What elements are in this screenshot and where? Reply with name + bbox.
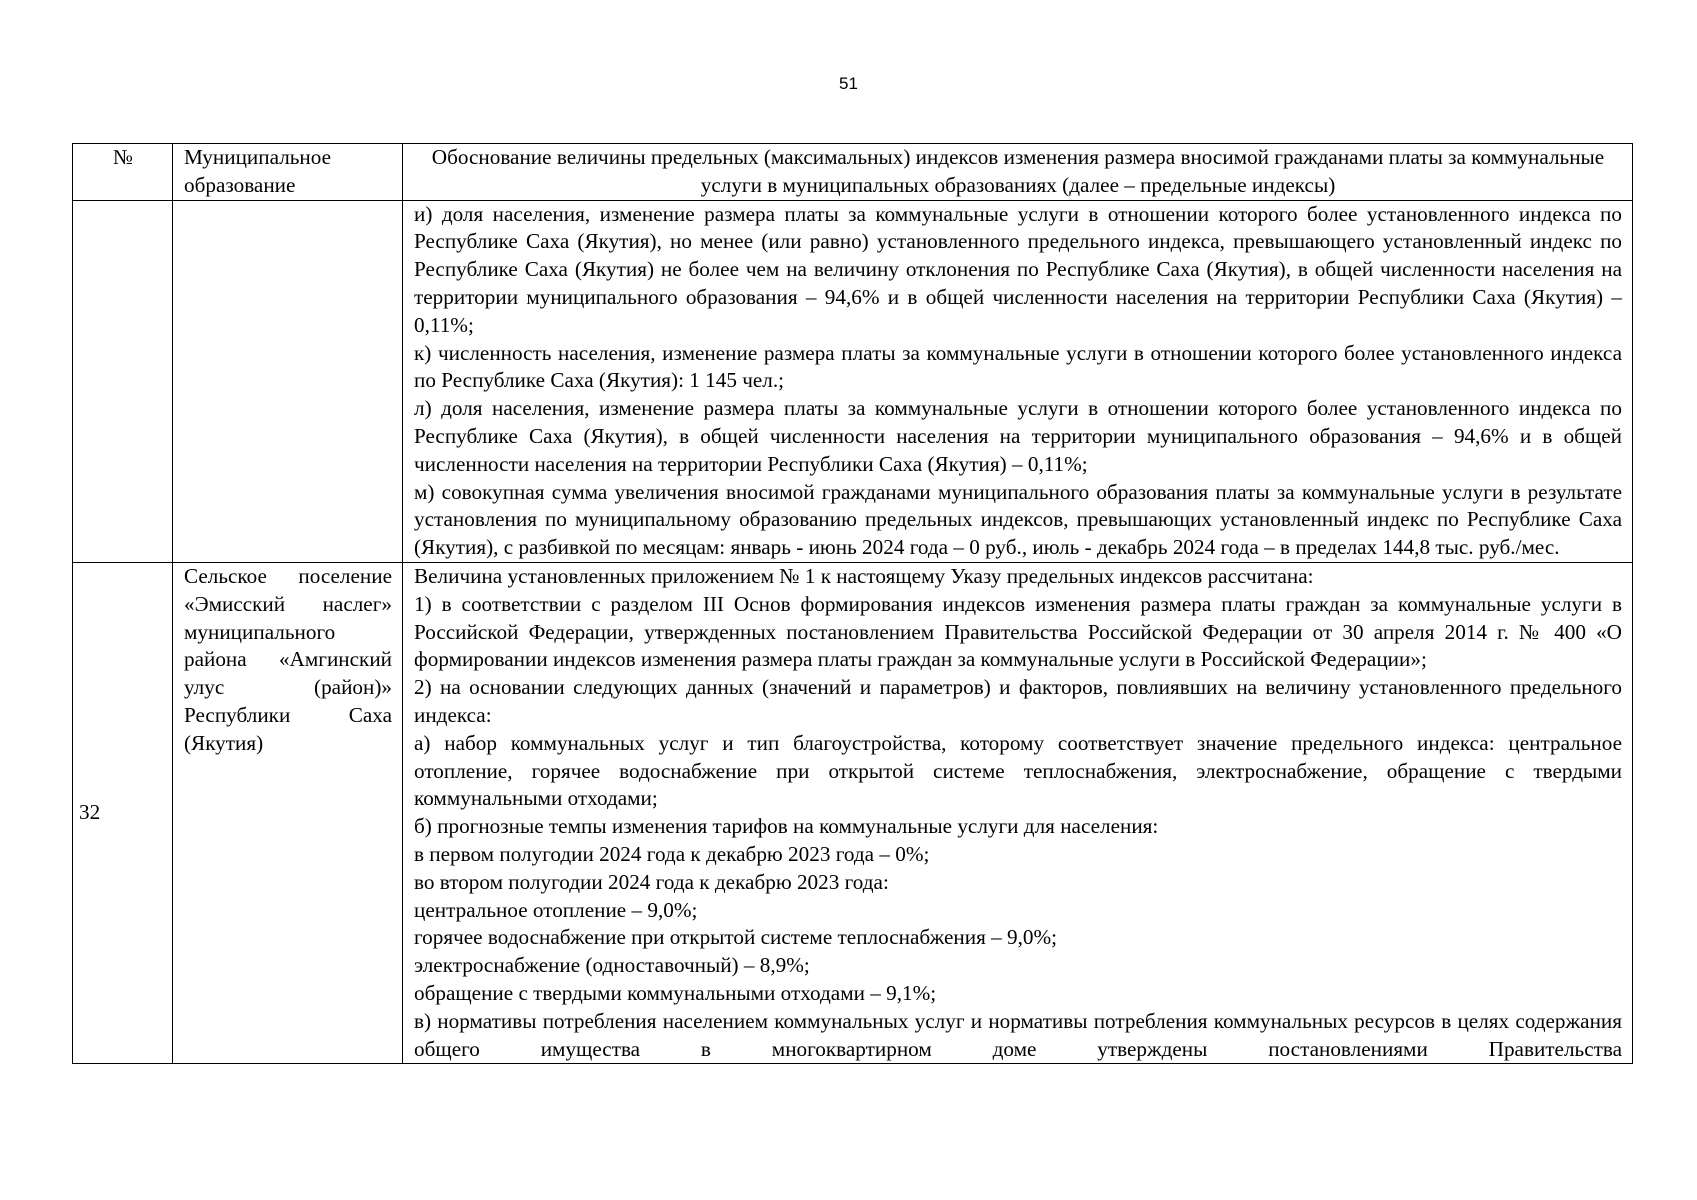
paragraph-i: и) доля населения, изменение размера платы за коммунальные услуги в отношении которого более установленного индекса по Республике Саха (Якутия), но менее (или равно) установленного предельного индекса, превышающего установленный индекс по Республике Саха (Якутия) не более чем на величину отклонения по Республике Саха (Якутия), в общей численности населения на территории муниципального образования – 94,6% и в общей численности населения на территории Республики Саха (Якутия) – 0,11%; bbox=[414, 201, 1622, 337]
table-row-32 bbox=[73, 562, 1633, 1063]
row-number: 32 bbox=[73, 562, 173, 1063]
justification-table bbox=[72, 143, 1633, 1064]
header-municipality: Муниципальное образование bbox=[173, 144, 403, 201]
header-number: № bbox=[73, 144, 173, 201]
paragraph-k: к) численность населения, изменение размера платы за коммунальные услуги в отношении которого более установленного индекса по Республике Саха (Якутия): 1 145 чел.; bbox=[414, 340, 1622, 393]
paragraph-intro: Величина установленных приложением № 1 к настоящему Указу предельных индексов рассчитана: bbox=[414, 563, 1314, 588]
page-number: 51 bbox=[839, 74, 858, 93]
paragraph-v: в) нормативы потребления населением коммунальных услуг и нормативы потребления коммунальных ресурсов в целях содержания общего имущества в многоквартирном доме утверждены постановлениями Правительства bbox=[414, 1008, 1622, 1061]
paragraph-b-hot-water: горячее водоснабжение при открытой системе теплоснабжения – 9,0%; bbox=[414, 925, 1058, 950]
row-number-empty bbox=[73, 200, 173, 562]
header-justification: Обоснование величины предельных (максимальных) индексов изменения размера вносимой гражданами платы за коммунальные услуги в муниципальных образованиях (далее – предельные индексы) bbox=[403, 144, 1633, 201]
justification-cell-continued bbox=[403, 200, 1633, 562]
paragraph-m: м) совокупная сумма увеличения вносимой гражданами муниципального образования платы за коммунальные услуги в результате установления по муниципальному образованию предельных индексов, превышающих установленный индекс по Республике Саха (Якутия), с разбивкой по месяцам: январь - июнь 2024 года – 0 руб., июль - декабрь 2024 года – в пределах 144,8 тыс. руб./мес. bbox=[414, 479, 1622, 560]
justification-cell bbox=[403, 562, 1633, 1063]
paragraph-b-heating: центральное отопление – 9,0%; bbox=[414, 897, 698, 922]
municipality-empty bbox=[173, 200, 403, 562]
paragraph-1: 1) в соответствии с разделом III Основ формирования индексов изменения размера платы граждан за коммунальные услуги в Российской Федерации, утвержденных постановлением Правительства Российской Федерации от 30 апреля 2014 г. № 400 «О формировании индексов изменения размера платы граждан за коммунальные услуги в Российской Федерации»; bbox=[414, 591, 1622, 672]
paragraph-b-1: в первом полугодии 2024 года к декабрю 2023 года – 0%; bbox=[414, 841, 930, 866]
paragraph-2: 2) на основании следующих данных (значений и параметров) и факторов, повлиявших на величину установленного предельного индекса: bbox=[414, 675, 1622, 727]
paragraph-b: б) прогнозные темпы изменения тарифов на коммунальные услуги для населения: bbox=[414, 814, 1159, 839]
table-row-continued bbox=[73, 200, 1633, 562]
paragraph-b-2: во втором полугодии 2024 года к декабрю 2023 года: bbox=[414, 869, 889, 894]
municipality-cell: Сельское поселение «Эмисский наслег» муниципального района «Амгинский улус (район)» Республики Саха (Якутия) bbox=[173, 562, 403, 1063]
paragraph-b-electricity: электроснабжение (одноставочный) – 8,9%; bbox=[414, 953, 810, 978]
paragraph-b-waste: обращение с твердыми коммунальными отходами – 9,1%; bbox=[414, 980, 937, 1005]
table-header-row bbox=[73, 144, 1633, 201]
paragraph-l: л) доля населения, изменение размера платы за коммунальные услуги в отношении которого более установленного индекса по Республике Саха (Якутия), в общей численности населения на территории муниципального образования – 94,6% и в общей численности населения на территории Республики Саха (Якутия) – 0,11%; bbox=[414, 396, 1622, 476]
paragraph-a: а) набор коммунальных услуг и тип благоустройства, которому соответствует значение предельного индекса: центральное отопление, горячее водоснабжение при открытой системе теплоснабжения, электроснабжение, обращение с твердыми коммунальными отходами; bbox=[414, 730, 1622, 811]
